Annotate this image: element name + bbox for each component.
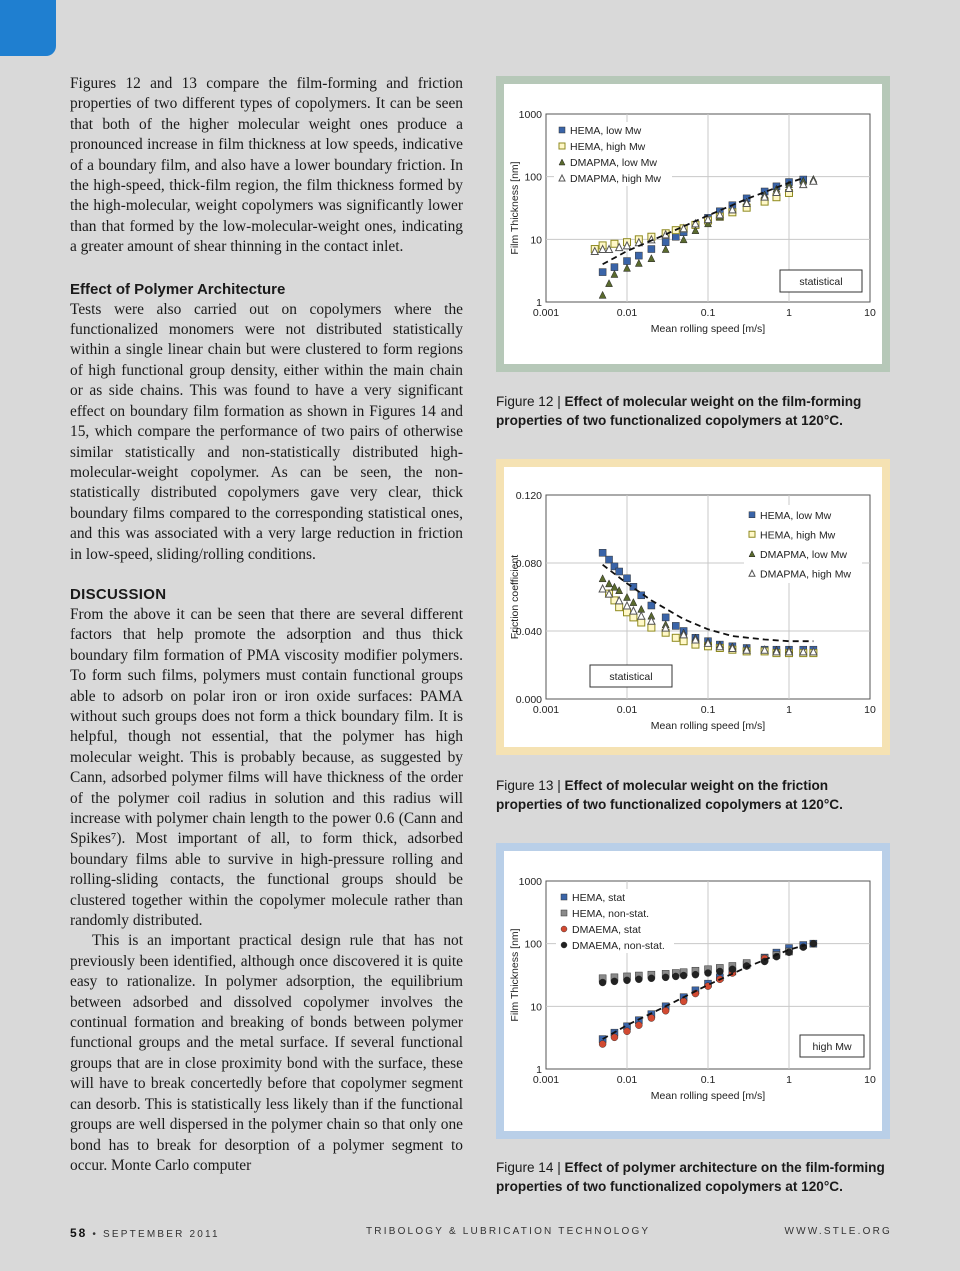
figure-12-frame — [496, 76, 890, 372]
data-point — [599, 549, 606, 556]
x-tick-label: 0.1 — [700, 307, 716, 319]
x-tick-label: 10 — [864, 704, 876, 716]
x-tick-label: 0.01 — [616, 704, 638, 716]
legend-label: HEMA, non-stat. — [572, 908, 650, 920]
data-point — [599, 979, 606, 986]
footer-dot: • — [92, 1229, 99, 1240]
data-point — [611, 1034, 618, 1041]
figure-14-chart — [504, 851, 882, 1131]
data-point — [624, 258, 631, 265]
data-point — [672, 634, 679, 641]
heading-discussion: DISCUSSION — [70, 585, 167, 603]
x-tick-label: 0.1 — [700, 704, 716, 716]
data-point — [561, 894, 567, 900]
y-tick-label: 1000 — [518, 876, 542, 888]
x-tick-label: 0.1 — [700, 1074, 716, 1086]
y-axis-label: Film Thickness [nm] — [509, 928, 521, 1022]
heading-polymer-architecture: Effect of Polymer Architecture — [70, 280, 286, 298]
data-point — [630, 614, 637, 621]
data-point — [648, 246, 655, 253]
data-point — [635, 976, 642, 983]
data-point — [624, 1028, 631, 1035]
y-tick-label: 0.000 — [515, 694, 542, 706]
y-tick-label: 1 — [536, 1064, 542, 1076]
data-point — [800, 944, 807, 951]
figure-12-chart — [504, 84, 882, 364]
data-point — [611, 978, 618, 985]
data-point — [599, 269, 606, 276]
legend-label: HEMA, low Mw — [570, 125, 642, 137]
legend-label: HEMA, stat — [572, 892, 626, 904]
data-point — [716, 968, 723, 975]
caption-separator: | — [557, 778, 561, 793]
x-tick-label: 0.001 — [532, 1074, 560, 1086]
legend-label: HEMA, high Mw — [760, 529, 836, 542]
legend-label: DMAPMA, low Mw — [760, 548, 847, 561]
y-tick-label: 100 — [524, 171, 542, 184]
legend-label: HEMA, high Mw — [570, 141, 646, 153]
paragraph-1: Figures 12 and 13 compare the film-forming and friction properties of two different types of copolymers. It can be seen that both of the higher molecular weight ones produce a pronounced increase in film thickness at low speeds, indicative of a boundary film, and also have a lower boundary friction. In the high-speed, thick-film region, the film thickness formed by the high-molecular, weight copolymers was significantly lower than that formed by the low-molecular-weight ones, indicating a greater amount of shear thinning in the contact inlet. — [70, 75, 463, 256]
caption-separator: | — [557, 394, 561, 409]
data-point — [680, 998, 687, 1005]
data-point — [559, 143, 565, 149]
x-tick-label: 10 — [864, 1074, 876, 1086]
x-tick-label: 1 — [786, 1074, 792, 1086]
y-tick-label: 100 — [524, 938, 542, 951]
x-tick-label: 0.001 — [532, 704, 560, 716]
data-point — [561, 942, 567, 948]
data-point — [672, 233, 679, 240]
x-axis-label: Mean rolling speed [m/s] — [650, 323, 766, 335]
data-point — [810, 940, 817, 947]
figure-12-number: Figure 12 — [496, 394, 554, 409]
annotation-label: statistical — [799, 276, 843, 288]
y-axis-label: Film Thickness [nm] — [509, 161, 521, 255]
figure-13-caption-text: Effect of molecular weight on the friction properties of two functionalized copolymers at 120°C. — [496, 778, 843, 812]
data-point — [624, 977, 631, 984]
y-tick-label: 1 — [536, 297, 542, 309]
data-point — [749, 531, 755, 537]
data-point — [662, 239, 669, 246]
page-number: 58 — [70, 1226, 88, 1240]
x-tick-label: 0.01 — [616, 307, 638, 319]
data-point — [611, 264, 618, 271]
data-point — [561, 910, 567, 916]
figure-13-chart — [504, 467, 882, 747]
data-point — [606, 556, 613, 563]
data-point — [672, 973, 679, 980]
data-point — [648, 624, 655, 631]
x-tick-label: 0.01 — [616, 1074, 638, 1086]
corner-tab — [0, 0, 56, 56]
x-tick-label: 1 — [786, 704, 792, 716]
figure-14-frame — [496, 843, 890, 1139]
x-tick-label: 0.001 — [532, 307, 560, 319]
data-point — [559, 127, 565, 133]
data-point — [705, 970, 712, 977]
figure-14-number: Figure 14 — [496, 1160, 554, 1175]
data-point — [662, 974, 669, 981]
y-tick-label: 10 — [530, 234, 542, 247]
legend-label: DMAEMA, non-stat. — [572, 940, 665, 952]
figure-13-number: Figure 13 — [496, 778, 554, 793]
figure-13-caption — [496, 776, 892, 814]
data-point — [635, 252, 642, 259]
data-point — [662, 1007, 669, 1014]
website-link[interactable]: WWW.STLE.ORG — [784, 1226, 892, 1237]
figure-14-caption — [496, 1158, 892, 1196]
footer-left — [70, 1226, 220, 1240]
data-point — [561, 926, 567, 932]
y-tick-label: 1000 — [518, 109, 542, 121]
journal-name: TRIBOLOGY & LUBRICATION TECHNOLOGY — [366, 1226, 651, 1237]
data-point — [599, 1041, 606, 1048]
caption-separator: | — [557, 1160, 561, 1175]
data-point — [680, 972, 687, 979]
figure-13-frame — [496, 459, 890, 755]
data-point — [635, 1022, 642, 1029]
data-point — [616, 604, 623, 611]
legend-label: DMAEMA, stat — [572, 924, 641, 936]
x-axis-label: Mean rolling speed [m/s] — [650, 720, 766, 732]
figure-12-caption-text: Effect of molecular weight on the film-forming properties of two functionalized copolymers at 120°C. — [496, 394, 862, 428]
legend-label: DMAPMA, high Mw — [760, 568, 852, 581]
y-tick-label: 0.120 — [515, 490, 542, 502]
data-point — [616, 568, 623, 575]
data-point — [648, 975, 655, 982]
data-point — [729, 966, 736, 973]
y-tick-label: 0.080 — [515, 558, 542, 570]
y-tick-label: 0.040 — [515, 626, 542, 638]
annotation-label: statistical — [609, 671, 653, 683]
data-point — [638, 619, 645, 626]
data-point — [662, 614, 669, 621]
data-point — [749, 512, 755, 518]
data-point — [611, 240, 618, 247]
legend-label: DMAPMA, high Mw — [570, 173, 662, 185]
annotation-label: high Mw — [812, 1041, 852, 1053]
figure-14-caption-text: Effect of polymer architecture on the film-forming properties of two functionalized copolymers at 120°C. — [496, 1160, 885, 1194]
x-axis-label: Mean rolling speed [m/s] — [650, 1090, 766, 1102]
data-point — [672, 622, 679, 629]
legend-label: DMAPMA, low Mw — [570, 157, 657, 169]
data-point — [680, 638, 687, 645]
paragraph-4: This is an important practical design rule that has not previously been identified, although once discovered it is quite easy to rationalize. In polymer adsorption, the equilibrium between adsorbed and dissolved copolymer involves the continual formation and breaking of bonds between polymer functional groups and the metal surface. If several functional groups that are in close proximity bond with the surface, these will have to break concertedly before that copolymer segment can desorb. This is statistically less likely than if the functional groups are well dispersed in the polymer chain so that only one bond has to break for desorption of a polymer segment to occur. Monte Carlo computer — [70, 932, 463, 1174]
data-point — [648, 1015, 655, 1022]
x-tick-label: 10 — [864, 307, 876, 319]
paragraph-2: Tests were also carried out on copolymers where the functionalized monomers were not distributed statistically within a single linear chain but were clustered to form regions of high functional group density, either within the main chain or as side chains. This was found to have a very significant effect on boundary film formation as shown in Figures 14 and 15, which compare the performance of two pairs of otherwise similar statistically and non-statistically distributed high-molecular-weight copolymer. As can be seen, the non-statistically distributed copolymers gave very clear, thick boundary films compared to the corresponding statistical ones, and this was associated with a very large reduction in friction in low-speed, sliding/rolling conditions. — [70, 300, 463, 563]
data-point — [692, 971, 699, 978]
figure-12-caption — [496, 392, 892, 430]
data-point — [648, 602, 655, 609]
data-point — [624, 575, 631, 582]
issue-date: SEPTEMBER 2011 — [103, 1229, 220, 1240]
y-tick-label: 10 — [530, 1001, 542, 1014]
paragraph-3: From the above it can be seen that there are several different factors that help promote the adsorption and thus thick boundary film formation of PMA viscosity modifier polymers. To form such films, polymers must contain functional groups able to adsorb on polar iron or iron oxide surfaces: PAMA without such groups does not form a thick boundary film. It is helpful, though not essential, that the polymer has high molecular weight. This is probably because, as suggested by Cann, adsorbed polymer films will have thickness of the order of the polymer coil radius in solution and this radius will increase with polymer chain length to the power 0.6 (Cann and Spikes⁷). Most important of all, to form thick, adsorbed boundary films able to survive in high-pressure rolling and rolling-sliding contacts, the functional groups should be clustered together within the copolymer molecule rather than randomly distributed. — [70, 605, 463, 930]
y-axis-label: Friction coefficient — [509, 554, 521, 640]
body-text-column — [70, 74, 463, 1176]
x-tick-label: 1 — [786, 307, 792, 319]
legend-label: HEMA, low Mw — [760, 509, 832, 522]
